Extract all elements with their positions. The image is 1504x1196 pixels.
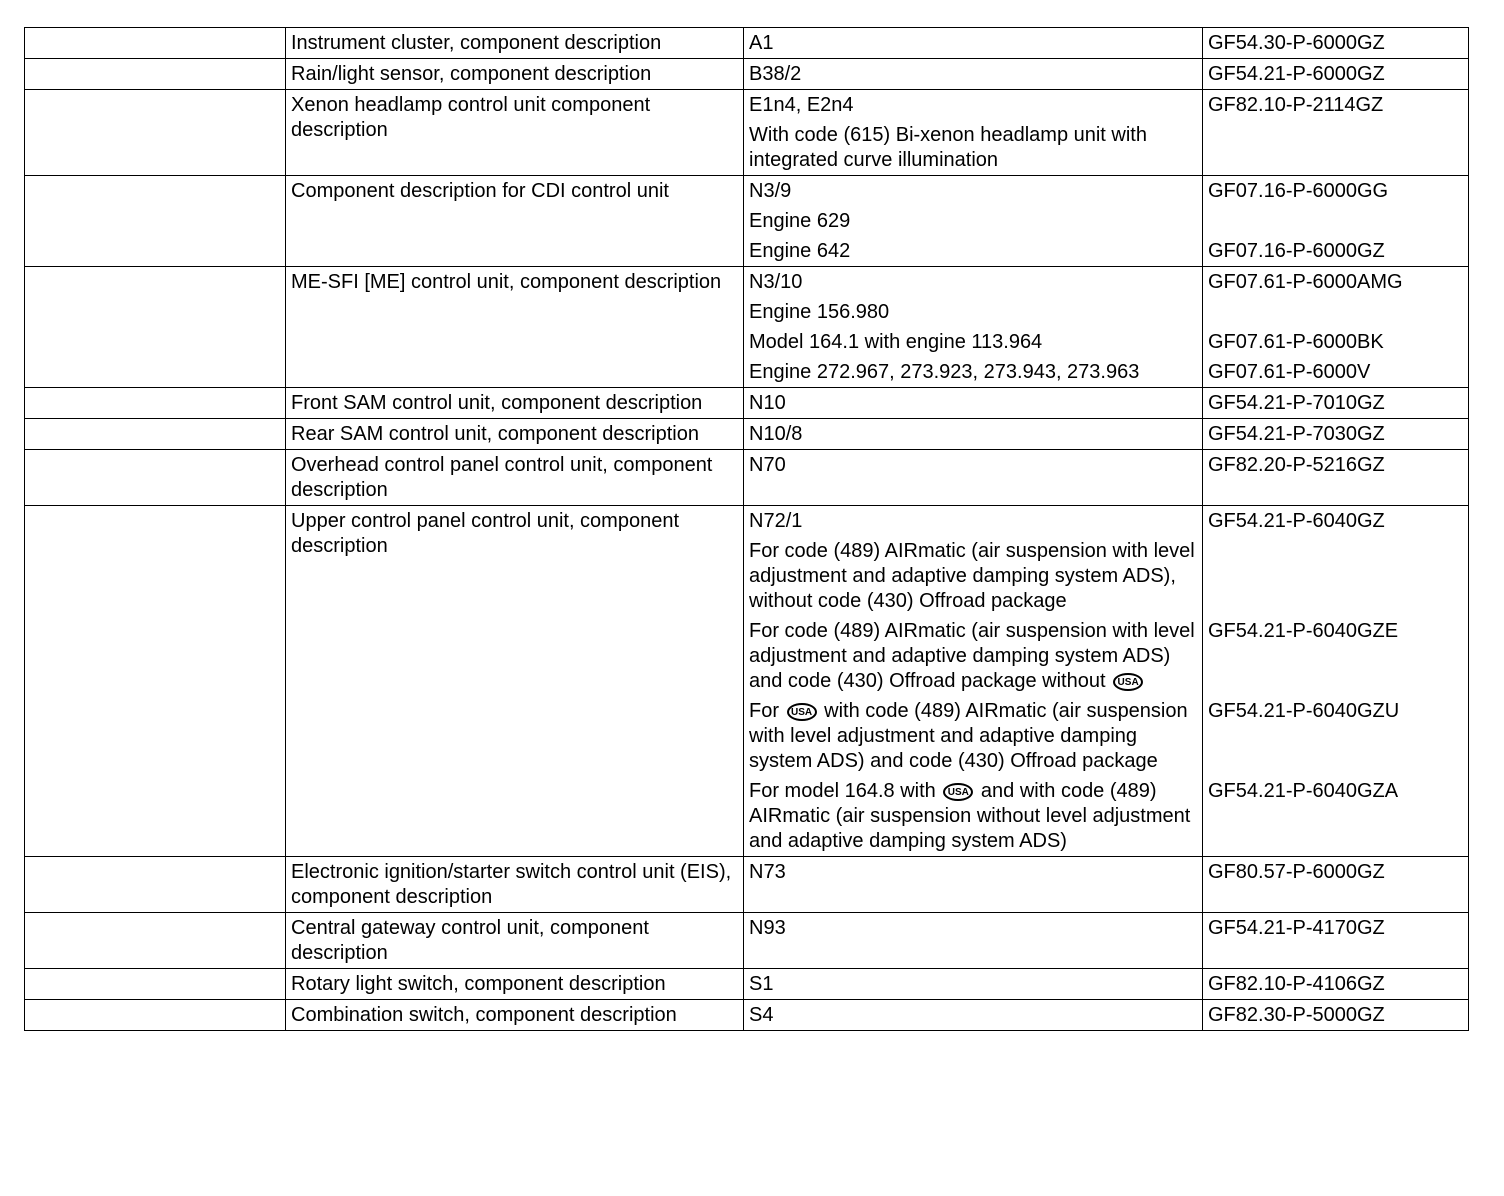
reference-text: with code (489) AIRmatic (air suspension with level adjustment and adaptive damping system ADS) and code (430) Offroad package (749, 700, 1188, 772)
reference-cell (744, 969, 1203, 1000)
reference-item (749, 391, 1197, 416)
reference-item (749, 539, 1197, 614)
component-description (286, 1000, 744, 1031)
component-description (286, 857, 744, 913)
document-number-text: GF80.57-P-6000GZ (1208, 861, 1385, 883)
document-number (1208, 916, 1463, 941)
document-number (1208, 93, 1463, 118)
reference-item (749, 619, 1197, 694)
table-row (25, 176, 1469, 267)
table-row (25, 913, 1469, 969)
document-cell (1203, 388, 1469, 419)
component-description-text: Front SAM control unit, component description (291, 392, 703, 414)
document-number (1208, 972, 1463, 997)
reference-text: With code (615) Bi-xenon headlamp unit with integrated curve illumination (749, 124, 1147, 171)
component-description (286, 90, 744, 176)
document-number-text: GF82.20-P-5216GZ (1208, 454, 1385, 476)
component-description (286, 506, 744, 857)
table-row (25, 388, 1469, 419)
reference-text: N3/10 (749, 271, 803, 293)
document-number-text: GF54.21-P-7010GZ (1208, 392, 1385, 414)
reference-text: N70 (749, 454, 786, 476)
table-row (25, 59, 1469, 90)
reference-item (749, 62, 1197, 87)
reference-cell (744, 506, 1203, 857)
blank-cell (25, 506, 286, 857)
component-description (286, 28, 744, 59)
reference-text: N10/8 (749, 423, 803, 445)
document-number (1208, 62, 1463, 87)
document-cell (1203, 1000, 1469, 1031)
reference-cell (744, 419, 1203, 450)
reference-cell (744, 857, 1203, 913)
reference-text: E1n4, E2n4 (749, 94, 854, 116)
document-number-text: GF07.16-P-6000GZ (1208, 240, 1385, 262)
document-number (1208, 300, 1463, 325)
component-description-text: Instrument cluster, component description (291, 32, 662, 54)
blank-cell (25, 267, 286, 388)
reference-text: Model 164.1 with engine 113.964 (749, 331, 1043, 353)
reference-text: N93 (749, 917, 786, 939)
document-cell (1203, 969, 1469, 1000)
reference-cell (744, 450, 1203, 506)
document-cell (1203, 59, 1469, 90)
reference-item (749, 31, 1197, 56)
reference-cell (744, 90, 1203, 176)
blank-cell (25, 59, 286, 90)
component-description-text: Xenon headlamp control unit component description (291, 94, 651, 141)
document-number-text: GF07.61-P-6000V (1208, 361, 1371, 383)
document-number-text: GF54.21-P-6040GZE (1208, 620, 1399, 642)
document-number (1208, 1003, 1463, 1028)
blank-cell (25, 176, 286, 267)
reference-cell (744, 59, 1203, 90)
document-number-text: GF54.21-P-6000GZ (1208, 63, 1385, 85)
reference-item (749, 179, 1197, 204)
reference-item (749, 270, 1197, 295)
document-number-text: GF54.21-P-6040GZA (1208, 780, 1399, 802)
reference-cell (744, 1000, 1203, 1031)
usa-icon: USA (787, 703, 817, 721)
document-number (1208, 31, 1463, 56)
document-number-text: GF07.61-P-6000AMG (1208, 271, 1403, 293)
reference-item (749, 300, 1197, 325)
document-number-text: GF54.21-P-7030GZ (1208, 423, 1385, 445)
document-number (1208, 391, 1463, 416)
blank-cell (25, 419, 286, 450)
document-number-text: GF82.10-P-2114GZ (1208, 94, 1384, 116)
reference-item (749, 123, 1197, 173)
document-number (1208, 699, 1463, 774)
reference-text: Engine 642 (749, 240, 851, 262)
reference-item (749, 699, 1197, 774)
reference-cell (744, 28, 1203, 59)
component-description-text: ME-SFI [ME] control unit, component description (291, 271, 722, 293)
reference-text: N3/9 (749, 180, 792, 202)
component-description-text: Rotary light switch, component description (291, 973, 666, 995)
reference-text: S4 (749, 1004, 774, 1026)
reference-item (749, 453, 1197, 478)
blank-cell (25, 450, 286, 506)
component-description (286, 59, 744, 90)
reference-text: N73 (749, 861, 786, 883)
blank-cell (25, 857, 286, 913)
blank-cell (25, 969, 286, 1000)
document-number (1208, 539, 1463, 614)
reference-item (749, 360, 1197, 385)
reference-cell (744, 388, 1203, 419)
document-number-text: GF54.21-P-6040GZ (1208, 510, 1385, 532)
table-row (25, 419, 1469, 450)
document-number-text: GF82.30-P-5000GZ (1208, 1004, 1385, 1026)
component-description (286, 176, 744, 267)
reference-text: Engine 629 (749, 210, 851, 232)
table-row (25, 450, 1469, 506)
document-number-text: GF54.21-P-6040GZU (1208, 700, 1400, 722)
document-number (1208, 123, 1463, 173)
reference-text: For code (489) AIRmatic (air suspension with level adjustment and adaptive damping system ADS) and code (430) Offroad package without (749, 620, 1195, 692)
table-row (25, 857, 1469, 913)
document-number (1208, 509, 1463, 534)
document-number (1208, 270, 1463, 295)
document-number (1208, 330, 1463, 355)
document-number-text: GF07.16-P-6000GG (1208, 180, 1389, 202)
document-number (1208, 360, 1463, 385)
component-description-text: Rear SAM control unit, component description (291, 423, 699, 445)
component-description (286, 419, 744, 450)
reference-item (749, 93, 1197, 118)
reference-item (749, 239, 1197, 264)
document-cell (1203, 176, 1469, 267)
reference-cell (744, 913, 1203, 969)
document-number (1208, 619, 1463, 694)
reference-cell (744, 267, 1203, 388)
table-row (25, 506, 1469, 857)
document-number-text: GF54.30-P-6000GZ (1208, 32, 1385, 54)
component-description (286, 450, 744, 506)
document-cell (1203, 267, 1469, 388)
reference-text: A1 (749, 32, 774, 54)
reference-text: S1 (749, 973, 774, 995)
table-row (25, 90, 1469, 176)
component-description-text: Overhead control panel control unit, component description (291, 454, 713, 501)
usa-icon: USA (1113, 673, 1143, 691)
reference-text: B38/2 (749, 63, 802, 85)
document-cell (1203, 90, 1469, 176)
reference-item (749, 972, 1197, 997)
blank-cell (25, 913, 286, 969)
document-number (1208, 209, 1463, 234)
document-cell (1203, 506, 1469, 857)
reference-prefix: For model 164.8 with (749, 780, 936, 802)
component-description-text: Combination switch, component description (291, 1004, 677, 1026)
document-cell (1203, 913, 1469, 969)
table-row (25, 1000, 1469, 1031)
component-description-text: Upper control panel control unit, component description (291, 510, 680, 557)
component-description (286, 913, 744, 969)
reference-text: Engine 272.967, 273.923, 273.943, 273.963 (749, 361, 1140, 383)
document-number-text: GF54.21-P-4170GZ (1208, 917, 1385, 939)
component-description-text: Electronic ignition/starter switch control unit (EIS), component description (291, 861, 732, 908)
document-cell (1203, 28, 1469, 59)
reference-item (749, 422, 1197, 447)
component-description (286, 969, 744, 1000)
reference-text: N72/1 (749, 510, 803, 532)
blank-cell (25, 388, 286, 419)
blank-cell (25, 1000, 286, 1031)
reference-item (749, 779, 1197, 854)
document-cell (1203, 419, 1469, 450)
component-table (24, 27, 1469, 1031)
reference-item (749, 916, 1197, 941)
table-row (25, 28, 1469, 59)
reference-item (749, 1003, 1197, 1028)
component-description (286, 267, 744, 388)
reference-text: N10 (749, 392, 786, 414)
reference-cell (744, 176, 1203, 267)
document-number (1208, 179, 1463, 204)
blank-cell (25, 28, 286, 59)
reference-text: Engine 156.980 (749, 301, 890, 323)
reference-text: and with code (489) AIRmatic (air suspension without level adjustment and adaptive damping system ADS) (749, 780, 1191, 852)
table-row (25, 267, 1469, 388)
reference-prefix: For (749, 700, 779, 722)
component-description (286, 388, 744, 419)
table-row (25, 969, 1469, 1000)
document-number (1208, 239, 1463, 264)
component-description-text: Rain/light sensor, component description (291, 63, 652, 85)
document-number (1208, 779, 1463, 854)
blank-cell (25, 90, 286, 176)
reference-item (749, 860, 1197, 885)
document-number (1208, 860, 1463, 885)
document-number (1208, 422, 1463, 447)
reference-item (749, 330, 1197, 355)
document-number-text: GF82.10-P-4106GZ (1208, 973, 1385, 995)
reference-item (749, 209, 1197, 234)
reference-text: For code (489) AIRmatic (air suspension with level adjustment and adaptive damping system ADS), without code (430) Offroad package (749, 540, 1195, 612)
document-cell (1203, 450, 1469, 506)
document-cell (1203, 857, 1469, 913)
document-number-text: GF07.61-P-6000BK (1208, 331, 1384, 353)
reference-item (749, 509, 1197, 534)
component-description-text: Central gateway control unit, component description (291, 917, 649, 964)
usa-icon: USA (943, 783, 973, 801)
component-description-text: Component description for CDI control unit (291, 180, 669, 202)
document-number (1208, 453, 1463, 478)
